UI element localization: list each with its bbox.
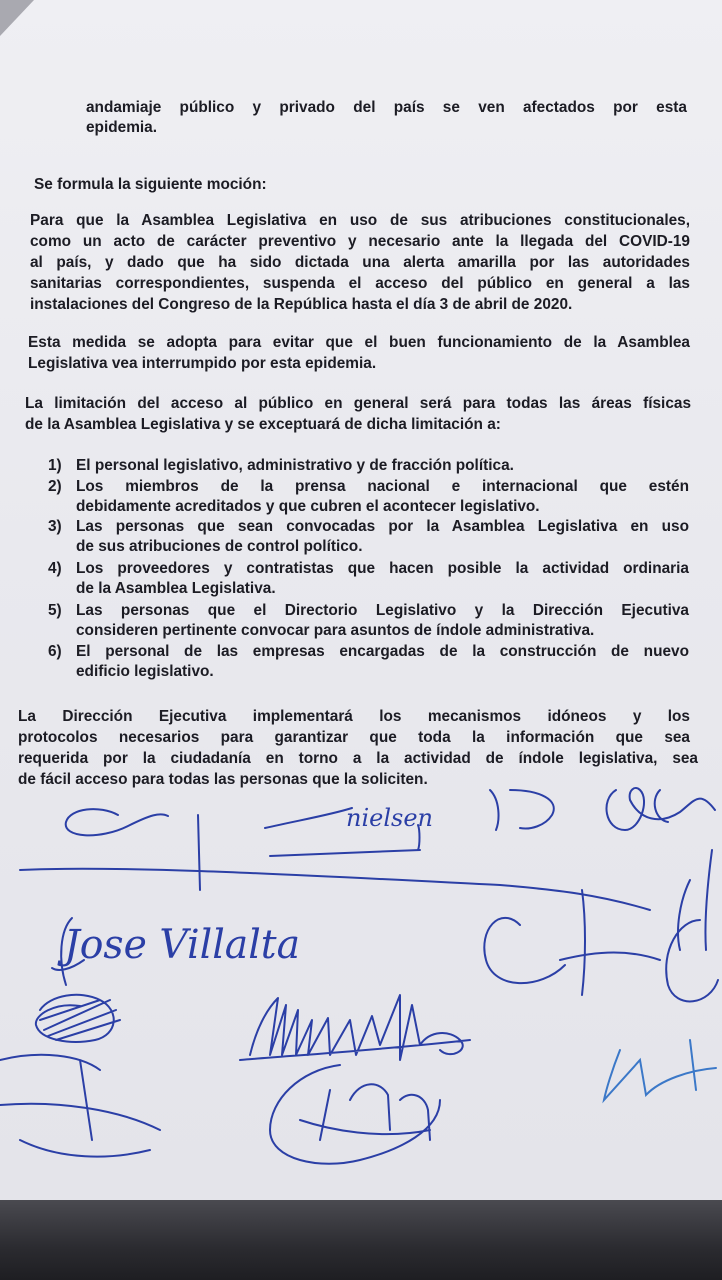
signature-11 bbox=[604, 1040, 716, 1100]
signature-6 bbox=[666, 850, 718, 1001]
list-item-text: de la Asamblea Legislativa. bbox=[76, 580, 276, 597]
list-item-text: consideren pertinente convocar para asuntos de índole administrativa. bbox=[76, 622, 595, 639]
list-item-text: El personal de las empresas encargadas de la construcción de nuevo bbox=[76, 643, 689, 660]
signature-1 bbox=[66, 809, 200, 890]
motion-line-1: Para que la Asamblea Legislativa en uso de sus atribuciones constitucionales, bbox=[30, 212, 690, 229]
motion-line-2: como un acto de carácter preventivo y necesario ante la llegada del COVID-19 bbox=[30, 233, 690, 250]
list-item-number: 6) bbox=[48, 643, 62, 660]
list-item-number: 2) bbox=[48, 478, 62, 495]
background-surface bbox=[0, 1200, 722, 1280]
measure-line-2: Legislativa vea interrumpido por esta epidemia. bbox=[28, 355, 377, 372]
intro-line-2: epidemia. bbox=[86, 119, 157, 136]
list-item-text: edificio legislativo. bbox=[76, 663, 214, 680]
closing-line-2: protocolos necesarios para garantizar que toda la información que sea bbox=[18, 729, 690, 746]
signature-3 bbox=[606, 788, 715, 830]
limitation-line-1: La limitación del acceso al público en general será para todas las áreas físicas bbox=[25, 395, 691, 412]
signature-4-text: Jose Villalta bbox=[57, 922, 300, 968]
motion-heading: Se formula la siguiente moción: bbox=[34, 176, 267, 193]
closing-line-4: de fácil acceso para todas las personas que la soliciten. bbox=[18, 771, 428, 788]
list-item-text: Los miembros de la prensa nacional e internacional que estén bbox=[76, 478, 689, 495]
signature-9 bbox=[270, 1065, 440, 1164]
motion-line-3: al país, y dado que ha sido dictada una alerta amarilla por las autoridades bbox=[30, 254, 690, 271]
list-item-number: 1) bbox=[48, 457, 62, 474]
list-item-text: debidamente acreditados y que cubren el acontecer legislativo. bbox=[76, 498, 540, 515]
signature-8 bbox=[240, 995, 470, 1060]
list-item-text: Las personas que el Directorio Legislativo y la Dirección Ejecutiva bbox=[76, 602, 689, 619]
closing-line-3: requerida por la ciudadanía en torno a la actividad de índole legislativa, sea bbox=[18, 750, 698, 767]
signature-underline-oval bbox=[20, 869, 650, 910]
intro-line-1: andamiaje público y privado del país se ven afectados por esta bbox=[86, 99, 687, 116]
list-item-text: Los proveedores y contratistas que hacen posible la actividad ordinaria bbox=[76, 560, 689, 577]
motion-line-4: sanitarias correspondientes, suspenda el acceso del público en general a las bbox=[30, 275, 690, 292]
list-item-number: 5) bbox=[48, 602, 62, 619]
closing-line-1: La Dirección Ejecutiva implementará los mecanismos idóneos y los bbox=[18, 708, 690, 725]
signature-10 bbox=[0, 1055, 160, 1157]
list-item-number: 4) bbox=[48, 560, 62, 577]
motion-line-5: instalaciones del Congreso de la República hasta el día 3 de abril de 2020. bbox=[30, 296, 573, 313]
list-item-text: Las personas que sean convocadas por la Asamblea Legislativa en uso bbox=[76, 518, 689, 535]
list-item-number: 3) bbox=[48, 518, 62, 535]
list-item-text: El personal legislativo, administrativo y de fracción política. bbox=[76, 457, 514, 474]
signature-2-text: nielsen bbox=[346, 804, 433, 832]
signature-7 bbox=[36, 995, 120, 1042]
signature-2-mark bbox=[490, 790, 554, 830]
measure-line-1: Esta medida se adopta para evitar que el buen funcionamiento de la Asamblea bbox=[28, 334, 690, 351]
limitation-line-2: de la Asamblea Legislativa y se exceptuará de dicha limitación a: bbox=[25, 416, 501, 433]
list-item-text: de sus atribuciones de control político. bbox=[76, 538, 363, 555]
